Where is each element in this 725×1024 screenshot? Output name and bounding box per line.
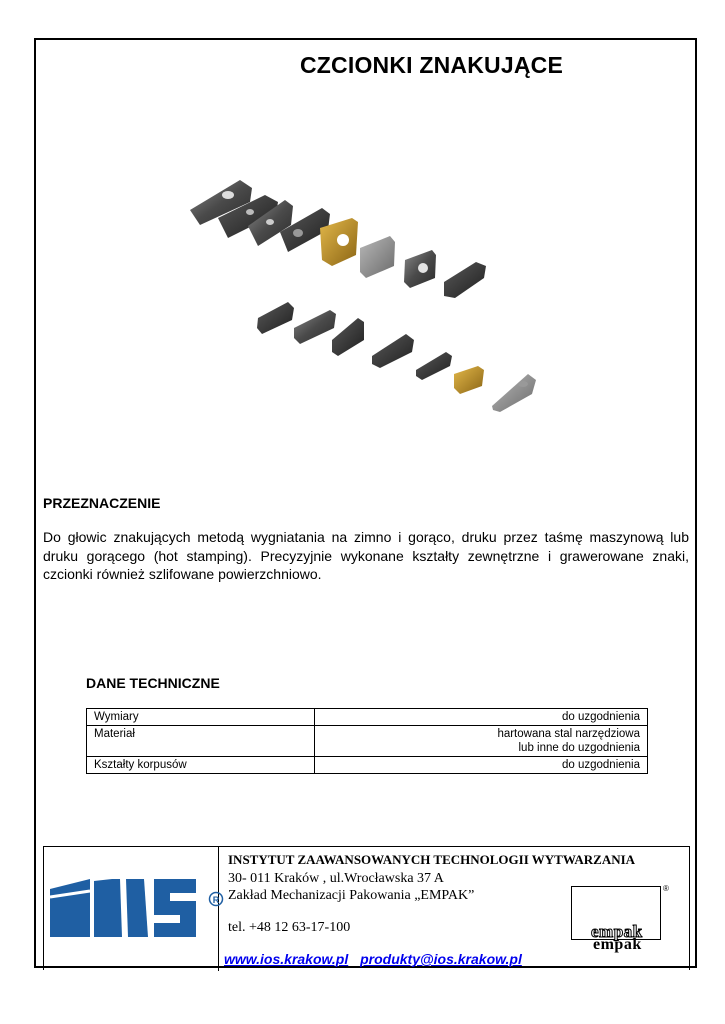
table-cell-value: do uzgodnienia	[314, 709, 647, 726]
type-piece	[360, 236, 395, 278]
table-cell-value: do uzgodnienia	[314, 757, 647, 774]
table-row	[87, 709, 648, 726]
purpose-heading: PRZEZNACZENIE	[43, 495, 161, 511]
type-piece	[294, 310, 336, 344]
footer-links	[224, 951, 530, 967]
type-piece	[492, 374, 536, 412]
empak-logo	[571, 886, 671, 956]
type-piece	[444, 262, 486, 298]
type-piece	[454, 366, 484, 394]
type-piece	[332, 318, 364, 356]
institute-name: INSTYTUT ZAAWANSOWANYCH TECHNOLOGII WYTWARZANIA	[228, 852, 636, 867]
footer	[43, 846, 690, 970]
registered-mark: ®	[663, 884, 669, 893]
table-row	[87, 726, 648, 757]
table-row	[87, 757, 648, 774]
table-cell-label: Kształty korpusów	[87, 757, 315, 774]
product-photo	[180, 170, 550, 415]
technical-table	[86, 708, 648, 774]
type-piece	[416, 352, 452, 380]
empak-outline-text: empak	[591, 922, 643, 941]
department: Zakład Mechanizacji Pakowania „EMPAK”	[228, 888, 475, 903]
ios-logo	[50, 877, 235, 939]
website-link[interactable]: www.ios.krakow.pl	[224, 951, 349, 967]
table-cell-label: Materiał	[87, 726, 315, 757]
empak-text: empak	[593, 936, 642, 953]
address: 30- 011 Kraków , ul.Wrocławska 37 A	[228, 871, 444, 886]
page-title: CZCIONKI ZNAKUJĄCE	[300, 52, 563, 78]
table-cell-value: hartowana stal narzędziowa lub inne do uzgodnienia	[314, 726, 647, 757]
type-piece	[257, 302, 294, 334]
svg-text:R: R	[212, 895, 220, 905]
technical-heading: DANE TECHNICZNE	[86, 675, 220, 691]
email-link[interactable]: produkty@ios.krakow.pl	[360, 951, 522, 967]
phone: tel. +48 12 63-17-100	[228, 920, 351, 935]
type-piece	[372, 334, 414, 368]
table-cell-label: Wymiary	[87, 709, 315, 726]
purpose-text: Do głowic znakujących metodą wygniatania na zimno i gorąco, druku przez taśmę maszynową lub druku gorącego (hot stamping). Precyzyjnie wykonane kształty zewnętrzne i grawerowane znaki, czcionki również szlifowane powierzchniowo.	[43, 529, 689, 582]
type-piece	[404, 250, 436, 288]
